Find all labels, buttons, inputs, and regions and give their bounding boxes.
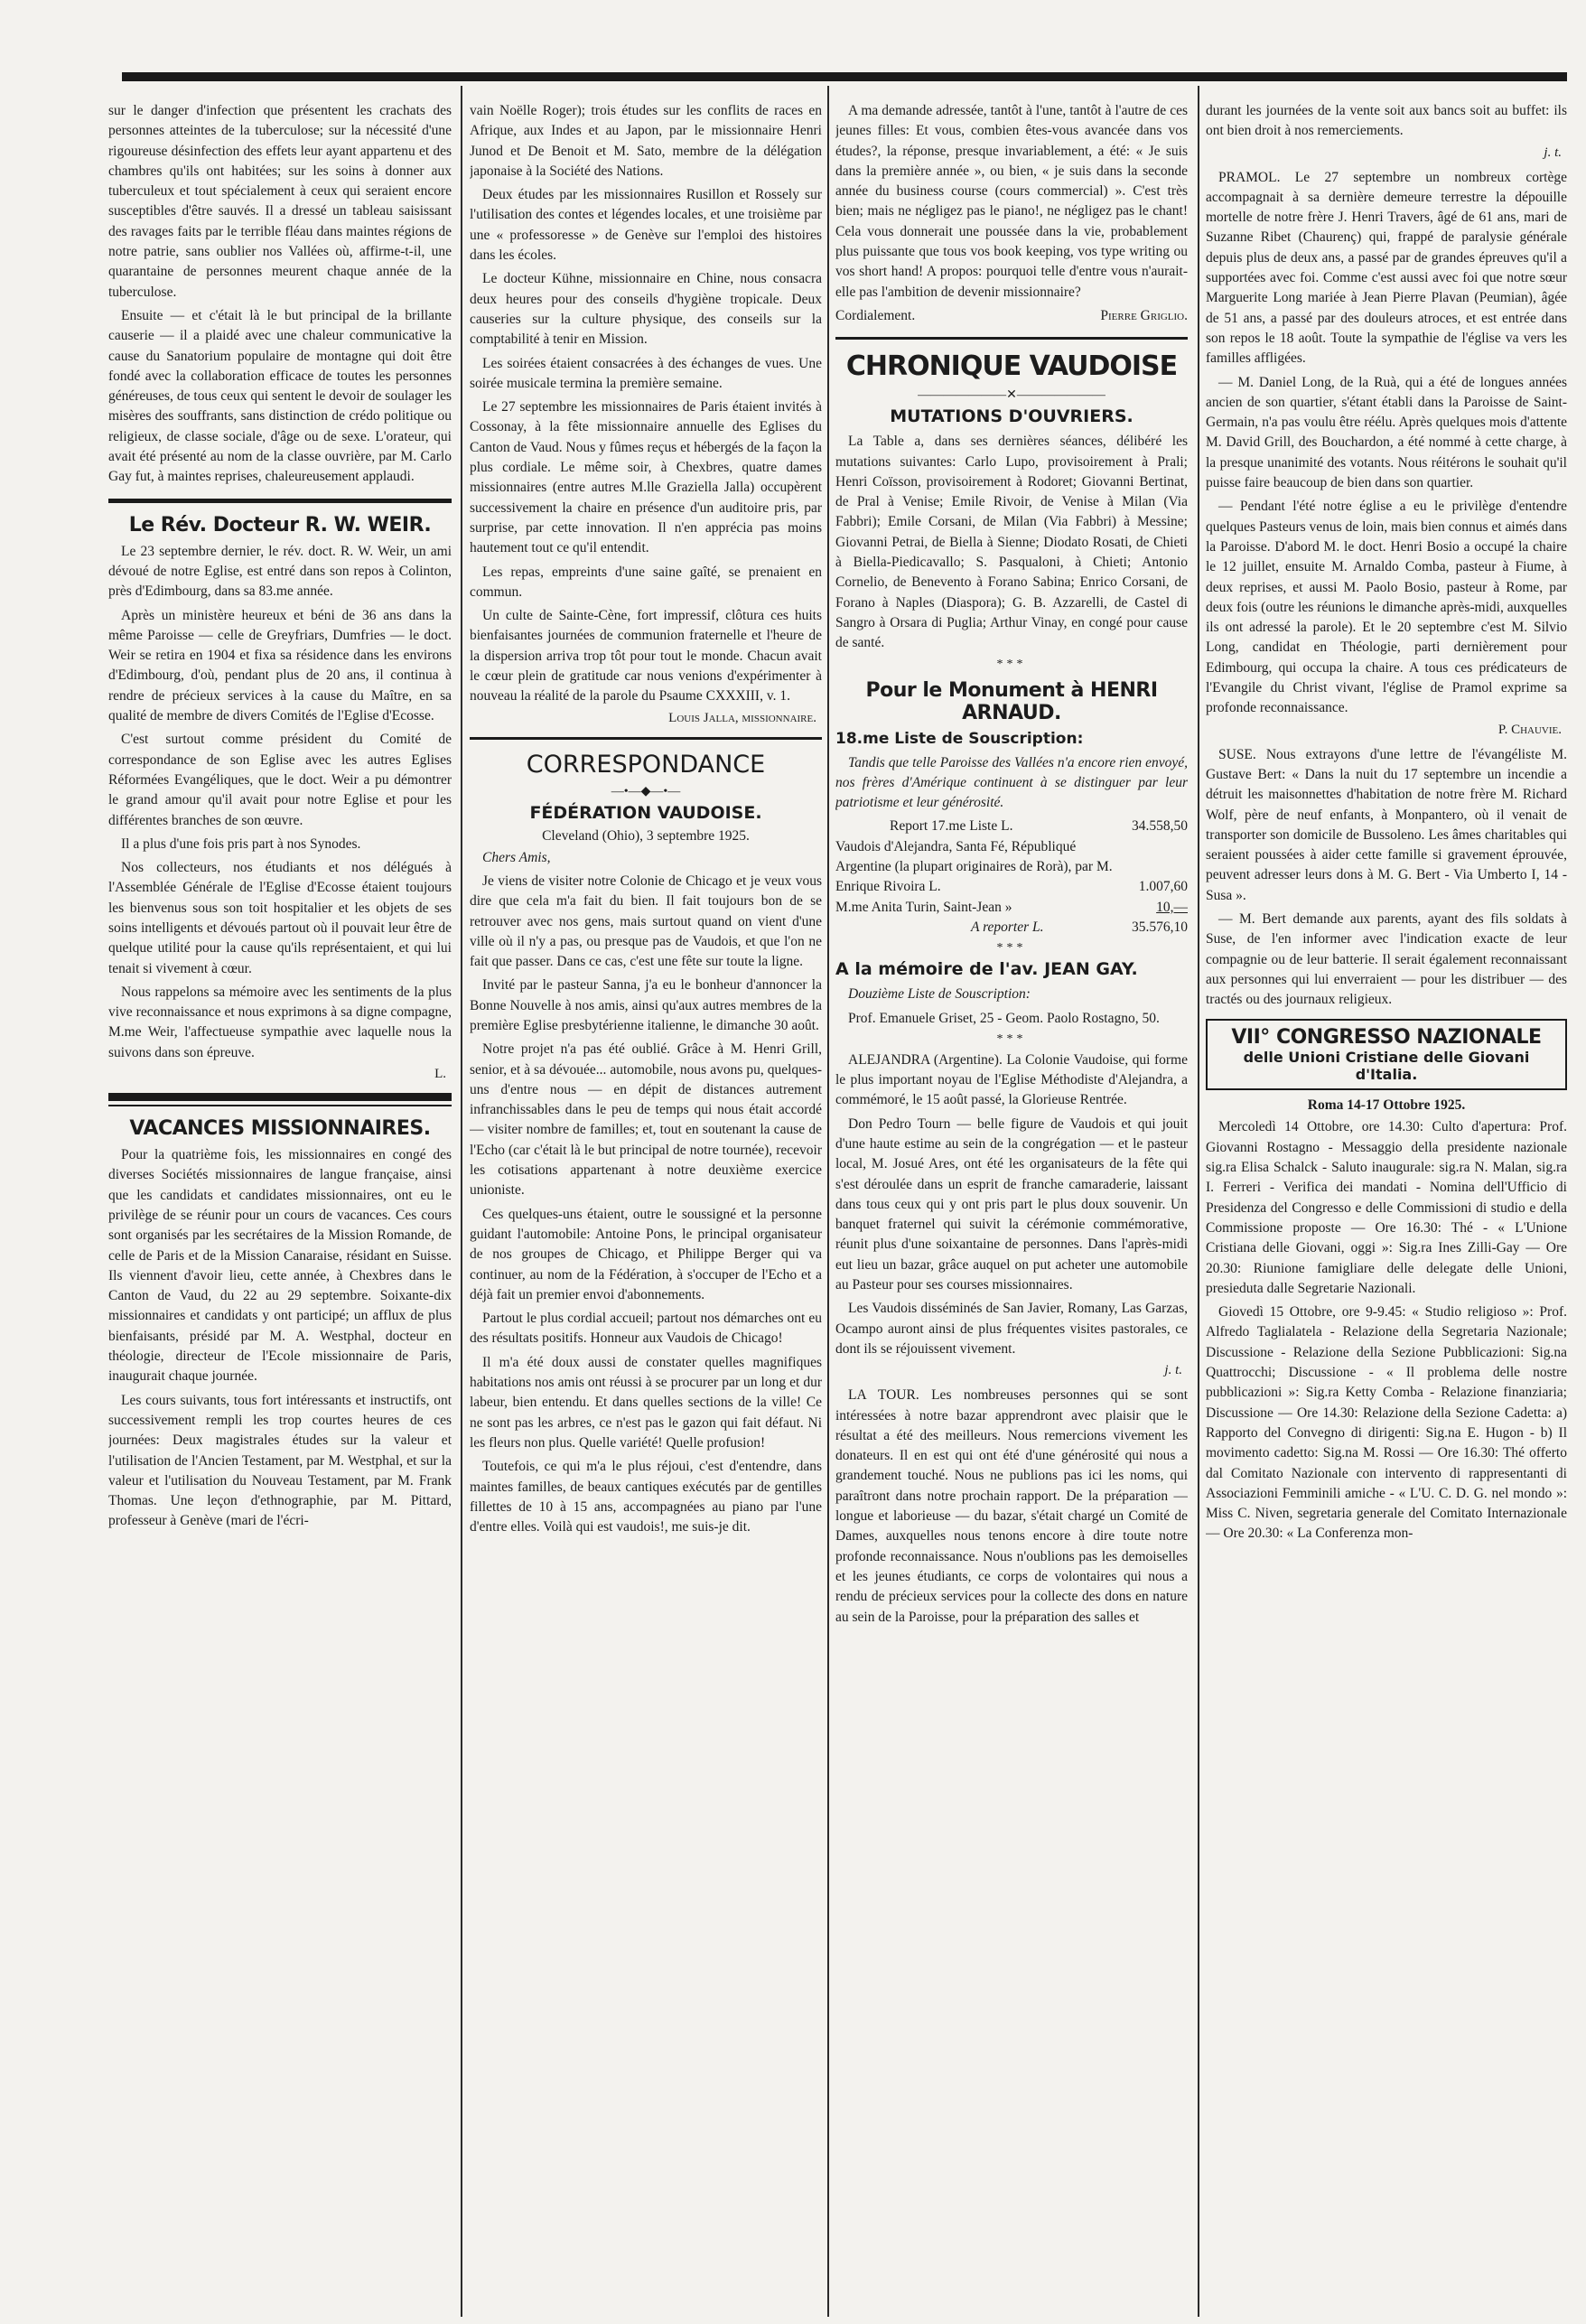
- paragraph: Partout le plus cordial accueil; partout nos démarches ont eu des résultats positifs. Honneur aux Vaudois de Chicago!: [470, 1311, 822, 1347]
- paragraph: Nous rappelons sa mémoire avec les sentiments de la plus vive reconnaissance et nous exprimons à sa digne compagne, M.me Weir, l'affectueuse sympathie avec laquelle nous la suivons dans son épreuve.: [108, 984, 452, 1060]
- paragraph: Giovedì 15 Ottobre, ore 9-9.45: « Studio religioso »: Prof. Alfredo Taglialatela - Relazione della Segretaria Nazionale; Discussione - Relazione della Sezione Pubblicazioni: Sig.na Quattrocchi; Discussione - « Il problema delle nostre pubblicazioni »: Sig.ra Ketty Comba - Relazione finanziaria; Discussione — Ore 14.30: Relazione della Sezione Cadetta: a) Rapporto del Convegno di dirigenti: Sig.na E. Hugon - b) Il movimento cadetto: Sig.na M. Rossi — Ore 16.30: Thé offerto dal Comitato Nazionale con intervento di rappresentanti di Associazioni Femminili amiche - « L'U. C. D. G. nel mondo »: Miss C. Niven, segretaria generale del Comitato Internazionale — Ore 20.30: « La Conferenza mon-: [1206, 1304, 1567, 1542]
- paragraph: Je viens de visiter notre Colonie de Chicago et je veux vous dire que cela m'a fait du bien. Il fait toujours bon de se retrouver avec nos gens, mais surtout quand on vient d'une ville où il n'y a pas, ou presque pas de Vaudois, et que l'on ne fait que passer. Dans ce cas, c'est une fête sur toute la ligne.: [470, 873, 822, 970]
- ornament: —•—◆—•—: [611, 784, 681, 798]
- congress-title: VII° CONGRESSO NAZIONALE: [1231, 1026, 1542, 1050]
- section-rule: [108, 1093, 452, 1101]
- paragraph: Notre projet n'a pas été oublié. Grâce à M. Henri Grill, senior, et à sa dévouée... automobile, nous avons pu, quelques-uns d'entre nous — en dépit de distances autrement infranchissables dans le peu de temps qui nous était accordé — visiter nombre de familles; et, tout en soutenant la cause de l'Echo (car c'était là le but principal de notre tournée), recevoir les cotisations appartenant à notre deuxième exercice unioniste.: [470, 1041, 822, 1199]
- paragraph: A ma demande adressée, tantôt à l'une, tantôt à l'autre de ces jeunes filles: Et vous, combien êtes-vous avancée dans vos études?, la réponse, presque invariablement, a été: « Je suis dans la première année », ou bien, « je suis dans la seconde année du business course (cours commercial) ». C'est très bien; mais ne négligez pas le piano!, ne négligez pas le chant! Cela vous donnerait une poussée dans la vie, probablement plus puissante que tous vos book keeping, vos type writing ou vos short hand! A propos: pourquoi telle d'entre vous n'aurait-elle pas l'ambition de devenir missionnaire?: [835, 103, 1188, 300]
- paragraph: Le docteur Kühne, missionnaire en Chine, nous consacra deux heures pour des conseils d'hygiène tropicale. Deux causeries sur la culture physique, des conseils sur la comptabilité à tenir en Mission.: [470, 271, 822, 348]
- paragraph: Ensuite — et c'était là le but principal de la brillante causerie — il a plaidé avec une chaleur communicative la cause du Sanatorium populaire de montagne qui doit être fondé avec la collaboration efficace de toutes les personnes généreuses, de tous ceux qui sentent le devoir de soulager les misères des souffrants, sans distinction de crédo politique ou religieux, de classe sociale, d'âge ou de sexe. L'orateur, qui avait été présenté au nom de la classe ouvrière, par M. Carlo Gay fut, à maintes reprises, chaleureusement applaudi.: [108, 307, 452, 485]
- paragraph: vain Noëlle Roger); trois études sur les conflits de races en Afrique, aux Indes et au Japon, par le missionnaire Henri Junod et De Benoit et M. Sato, membre de la délégation japonaise à la Société des Nations.: [470, 103, 822, 179]
- paragraph: sur le danger d'infection que présentent les crachats des personnes atteintes de la tuberculose; sur la nécessité d'une rigoureuse désinfection des effets leur ayant appartenu et des chambres qu'ils ont habitées; sur les soins à donner aux tuberculeux et tout spécialement à ceux qui seraient encore susceptibles d'être sauvés. Il a dressé un tableau saisissant des ravages faits par le terrible fléau dans maintes régions de notre patrie, sans oublier nos Vallées où, affirme-t-il, une quarantaine de personnes meurent chaque année de la tuberculose.: [108, 103, 452, 300]
- paragraph: ALEJANDRA (Argentine). La Colonie Vaudoise, qui forme le plus important noyau de l'Eglise Méthodiste d'Alejandra, a commémoré, le 15 août passé, la Glorieuse Rentrée.: [835, 1051, 1188, 1108]
- closing-line: [835, 306, 1188, 326]
- column-divider: [827, 86, 829, 2317]
- subscription-row: Vaudois d'Alejandra, Santa Fé, Républiqué Argentine (la plupart originaires de Rorà), par M. Enrique Rivoira L. 1.007,60: [835, 838, 1188, 895]
- paragraph: LA TOUR. Les nombreuses personnes qui se sont intéressées à notre bazar apprendront avec plaisir que le résultat a été des meilleurs. Nous remercions vivement les donateurs. Il en est qui ont été d'une générosité qui nous a grandement touché. Nous ne publions pas ici les noms, qui paraîtront dans notre prochain rapport. De la préparation — longue et laborieuse — du bazar, s'était chargé un Comité de Dames, auxquelles nous tenons encore à dire toute notre profonde reconnaissance. Nous n'oublions pas les demoiselles et les jeunes étudiants, ce corps de volontaires qui nous a rendu de précieux services pour la collecte des dons en nature au sein de la Paroisse, pour la préparation des salles et: [835, 1387, 1188, 1625]
- paragraph: SUSE. Nous extrayons d'une lettre de l'évangéliste M. Gustave Bert: « Dans la nuit du 17 septembre un incendie a détruit les maisonnettes d'habitation de notre frère M. Richard Wolf, père de neuf enfants, à Monpantero, où il venait de transporter son domicile de Bussoleno. Les âmes charitables qui seraient poussées à aider cette famille si gravement éprouvée, peuvent adresser leurs dons à M. G. Bert - Via Umberto I, 14 - Susa ».: [1206, 746, 1567, 903]
- paragraph: Après un ministère heureux et béni de 36 ans dans la même Paroisse — celle de Greyfriars, Dumfries — le doct. Weir se retira en 1904 et fixa sa résidence dans les environs d'Edimbourg, d'où, pendant plus de 20 ans, il continua à rendre de précieux services à la cause du Maître, en sa qualité de membre de divers Comités de l'Eglise d'Ecosse.: [108, 607, 452, 724]
- paragraph: Les soirées étaient consacrées à des échanges de vues. Une soirée musicale termina la première semaine.: [470, 355, 822, 391]
- section-title-correspondance: CORRESPONDANCE: [526, 750, 766, 779]
- article-title-arnaud: Pour le Monument à HENRI ARNAUD.: [865, 678, 1158, 724]
- column-2: [470, 101, 822, 2305]
- paragraph: Toutefois, ce qui m'a le plus réjoui, c'est d'entendre, dans maintes familles, de beaux cantiques exécutés par de gentilles fillettes de 10 à 15 ans, accompagnées au piano par l'une d'entre elles. Voilà qui est vaudois!, me suis-je dit.: [470, 1459, 822, 1535]
- section-rule: [108, 1105, 452, 1106]
- separator-stars: ***: [996, 657, 1027, 671]
- ornament: ———————✕———————: [918, 388, 1106, 403]
- closing: Cordialement.: [835, 307, 916, 323]
- paragraph: Invité par le pasteur Sanna, j'a eu le bonheur d'annoncer la Bonne Nouvelle à nos amis, ainsi qu'aux autres membres de la première Eglise presbytérienne italienne, le dimanche 30 août.: [470, 977, 822, 1033]
- paragraph: Deux études par les missionnaires Rusillon et Rossely sur l'utilisation des contes et légendes locales, et une troisième par une « professoresse » de Genève sur l'emploi des histoires dans les écoles.: [470, 187, 822, 264]
- congress-subtitle: delle Unioni Cristiane delle Giovani d'Italia.: [1243, 1049, 1530, 1084]
- paragraph: Don Pedro Tourn — belle figure de Vaudois et qui jouit d'une haute estime au sein de la congrégation — et le pasteur local, M. Josué Ares, ont été les organisateurs de la fête qui s'est déroulée dans un esprit de franche camaraderie, laissant dans tous ceux qui y ont pris part le plus doux souvenir. Un banquet fraternel qui suivit la cérémonie commémorative, réunit plus d'une soixantaine de personnes. Dans l'après-midi eut lieu un bazar, grâce auquel on put acheter une automobile au Pasteur pour ses courses missionnaires.: [835, 1115, 1188, 1293]
- paragraph: — M. Bert demande aux parents, ayant des fils soldats à Suse, de l'en informer avec l'indication exacte de leur compagnie ou de leur batterie. Il serait également reconnaissant aux personnes qui lui enverraient — pour les distribuer — des tractés ou des journaux religieux.: [1206, 910, 1567, 1008]
- greeting: Chers Amis,: [482, 849, 551, 865]
- signature: L.: [434, 1067, 446, 1082]
- article-title-gay: A la mémoire de l'av. JEAN GAY.: [835, 959, 1138, 980]
- top-rule: [122, 72, 1567, 81]
- congress-header: [1206, 1019, 1567, 1090]
- signature: j. t.: [1164, 1363, 1182, 1378]
- paragraph: durant les journées de la vente soit aux bancs soit au buffet: ils ont bien droit à nos remerciements.: [1206, 103, 1567, 139]
- subscription-row: Report 17.me Liste L. 34.558,50: [890, 818, 1188, 835]
- paragraph: Tandis que telle Paroisse des Vallées n'a encore rien envoyé, nos frères d'Amérique continuent à se distinguer par leur patriotisme et leur générosité.: [835, 754, 1188, 811]
- paragraph: Le 23 septembre dernier, le rév. doct. R. W. Weir, un ami dévoué de notre Eglise, est entré dans son repos à Colinton, près d'Edimbourg, dans sa 83.me année.: [108, 543, 452, 600]
- subscription-row: M.me Anita Turin, Saint-Jean » 10,—: [835, 899, 1188, 915]
- column-4: [1206, 101, 1567, 2305]
- signature: j. t.: [1544, 145, 1562, 160]
- paragraph: Les cours suivants, tous fort intéressants et instructifs, ont successivement rempli les trop courtes heures de ces journées: Deux magistrales études sur la valeur et l'utilisation de l'Ancien Testament, par M. Westphal, et sur la valeur et l'utilisation du Nouveau Testament, par M. Frank Thomas. Une leçon d'ethnographie, par M. Pittard, professeur à Genève (mari de l'écri-: [108, 1392, 452, 1529]
- congress-date: Roma 14-17 Ottobre 1925.: [1307, 1097, 1466, 1114]
- subscription-row: A reporter L. 35.576,10: [971, 919, 1188, 935]
- paragraph: — Pendant l'été notre église a eu le privilège d'entendre quelques Pasteurs venus de loin, mais bien connus et aimés dans la Paroisse. D'abord M. le doct. Henri Bosio a occupé la chaire le 12 juillet, ensuite M. Arnaldo Comba, pasteur à Fiume, à deux reprises, et aussi M. Paolo Bosio, pasteur à Rome, par deux fois (outre les réunions le dimanche après-midi, auxquelles ils ont adressé la parole). Et le 20 septembre c'est M. Silvio Long, candidat en Théologie, parti dernièrement pour Edimbourg, qui occupa la chaire. A tous ces prédicateurs de l'Evangile du Christ vivant, l'église de Pramol exprime sa profonde reconnaissance.: [1206, 499, 1567, 716]
- article-title-federation: FÉDÉRATION VAUDOISE.: [529, 802, 762, 823]
- paragraph: Prof. Emanuele Griset, 25 - Geom. Paolo Rostagno, 50.: [848, 1010, 1160, 1026]
- paragraph: Ces quelques-uns étaient, outre le soussigné et la personne guidant l'automobile: Antoine Pons, le principal organisateur de nos groupes de Chicago, et Philippe Berger qui va continuer, au nom de la Fédération, à s'occuper de l'Echo et a déjà fait un premier envoi d'abonnements.: [470, 1206, 822, 1302]
- paragraph: Les Vaudois disséminés de San Javier, Romany, Las Garzas, Ocampo auront ainsi de plus fréquentes visites pastorales, ce dont ils se réjouissent vivement.: [835, 1301, 1188, 1357]
- paragraph: La Table a, dans ses dernières séances, délibéré les mutations suivantes: Carlo Lupo, provisoirement à Prali; Henri Coïsson, provisoirement à Rodoret; Giovanni Bertinat, de Pral à Venise; Emile Rivoir, de Venise à Milan (Via Fabbri); Emile Corsani, de Milan (Via Fabbri) à Messine; Giovanni Petrai, de Biella à Sienne; Diodato Rosati, de Chieti à Biella-Piedicavallo; S. Pasqualoni, à Chieti; Antonio Cornelio, de Benevento à Forano Sabina; Enrico Corsani, de Forano à Naples (Diaspora); G. B. Azzarelli, de Castel di Sangro à Orsara di Puglia; Arthur Vinay, en congé pour cause de santé.: [835, 434, 1188, 651]
- article-title-mutations: MUTATIONS D'OUVRIERS.: [890, 406, 1134, 427]
- paragraph: Nos collecteurs, nos étudiants et nos délégués à l'Assemblée Générale de l'Eglise d'Ecosse étaient toujours les bienvenus sous son toit hospitalier et les objets de ses soins intelligents et dévoués partout où il pouvait leur être de quelque utilité pour la cause qu'ils représentaient, et qui lui tenait si vivement à cœur.: [108, 860, 452, 976]
- section-title-chronique: CHRONIQUE VAUDOISE: [845, 350, 1178, 383]
- section-rule: [835, 337, 1188, 340]
- paragraph: PRAMOL. Le 27 septembre un nombreux cortège accompagnait à sa dernière demeure terrestre la dépouille mortelle de notre frère J. Henri Travers, âgé de 61 ans, mari de Suzanne Ribet (Chaurenç) qui, frappé de paralysie générale depuis plus de deux ans, a passé par de grandes épreuves qu'il a supportées avec foi. Comme c'est aussi avec foi que notre sœur Marguerite Long mariée à Jean Pierre Plavan (Peumian), âgée de 51 ans, a passé par des douleurs atroces, et est entrée dans son repos le 18 août. Toute la sympathie de l'église va vers les familles affligées.: [1206, 169, 1567, 367]
- paragraph: — M. Daniel Long, de la Ruà, qui a été de longues années ancien de son quartier, s'étant établi dans la Paroisse de Saint-Germain, n'a pas voulu être réélu. Après quelques mois d'attente M. David Grill, des Bouchardon, a été nommé à cette charge, à la presque unanimité des votants. Nous réitérons le souhait qu'il puisse faire beaucoup de bien dans son quartier.: [1206, 374, 1567, 491]
- dateline: Cleveland (Ohio), 3 septembre 1925.: [542, 827, 750, 844]
- section-rule: [470, 737, 822, 740]
- section-rule: [108, 499, 452, 503]
- paragraph: Il m'a été doux aussi de constater quelles magnifiques habitations nos amis ont réussi à se procurer par un long et dur labeur, bien entendu. Et dans quelles sections de la ville! Ce ne sont pas les arbres, ce n'est pas le gazon qui fait défaut. Ni les fleurs non plus. Quelle variété! Quelle profusion!: [470, 1354, 822, 1451]
- paragraph: Mercoledì 14 Ottobre, ore 14.30: Culto d'apertura: Prof. Giovanni Rostagno - Messaggio della presidente nazionale sig.ra Elisa Schalck - Saluto inaugurale: sig.ra N. Malan, sig.ra I. Ferreri - Verifica dei mandati - Nomina dell'Ufficio di Presidenza del Congresso e delle Commissioni di studio e della Commissione proposte — Ore 16.30: Thé - « L'Unione Cristiana delle Giovani, oggi »: Sig.ra Ines Zilli-Gay — Ore 20.30: Riunione famigliare delle delegate delle Unioni, presieduta dalle Segretarie Nazionali.: [1206, 1119, 1567, 1296]
- article-title-weir: Le Rév. Docteur R. W. WEIR.: [128, 513, 432, 537]
- signature: Pierre Griglio.: [1100, 307, 1188, 323]
- paragraph: Pour la quatrième fois, les missionnaires en congé des diverses Sociétés missionnaires de langue française, ainsi que les candidats et candidates missionnaires, ont eu le privilège de se réunir pour un cours de vacances. Ces cours sont organisés par les secrétaires de la Mission Romande, de celle de Paris et de la Mission Canaraise, résidant en Suisse. Ils viennent d'avoir lieu, cette année, à Chexbres dans le Canton de Vaud, du 22 au 29 septembre. Soixante-dix missionnaires et candidats y ont participé; un afflux de plus bienfaisants, présidé par M. A. Westphal, docteur en théologie, directeur de l'Ecole missionnaire de Paris, inaugurait chaque journée.: [108, 1147, 452, 1385]
- signature: P. Chauvie.: [1497, 722, 1562, 737]
- separator-stars: ***: [996, 1031, 1027, 1046]
- column-1: [108, 101, 452, 2305]
- paragraph: Les repas, empreints d'une saine gaîté, se prenaient en commun.: [470, 564, 822, 600]
- paragraph: Il a plus d'une fois pris part à nos Synodes.: [121, 835, 361, 852]
- column-divider: [461, 86, 462, 2317]
- article-title-vacances: VACANCES MISSIONNAIRES.: [129, 1117, 431, 1141]
- paragraph: Un culte de Sainte-Cène, fort impressif, clôtura ces huits bienfaisantes journées de communion fraternelle et l'heure de la dispersion arriva trop tôt pour tout le monde. Chacun avait le cœur plein de gratitude car nous venions d'expérimenter à nouveau la réalité de la parole du Psaume CXXXIII, v. 1.: [470, 608, 822, 705]
- column-divider: [1198, 86, 1199, 2317]
- column-3: [835, 101, 1188, 2305]
- paragraph: C'est surtout comme président du Comité de correspondance de son Eglise avec les autres Eglises Réformées Evangéliques, que le doct. Weir a pu démontrer le grand amour qu'il avait pour notre Eglise et pour les différentes branches de son œuvre.: [108, 732, 452, 828]
- separator-stars: ***: [996, 941, 1027, 956]
- paragraph: Le 27 septembre les missionnaires de Paris étaient invités à Cossonay, à la fête missionnaire annuelle des Eglises du Canton de Vaud. Nous y fûmes reçus et hébergés de la façon la plus cordiale. Le même soir, à Chexbres, quatre dames missionnaires (entre autres M.lle Graziella Jalla) occupèrent successivement la chaire en présence d'un auditoire pris, par surprise, par cette innovation. Il n'en apprécia pas moins hautement tout ce qu'il entendit.: [470, 399, 822, 556]
- subscription-subtitle: 18.me Liste de Souscription:: [835, 729, 1084, 748]
- signature: Louis Jalla, missionnaire.: [668, 710, 816, 725]
- subscription-subtitle: Douzième Liste de Souscription:: [848, 986, 1031, 1003]
